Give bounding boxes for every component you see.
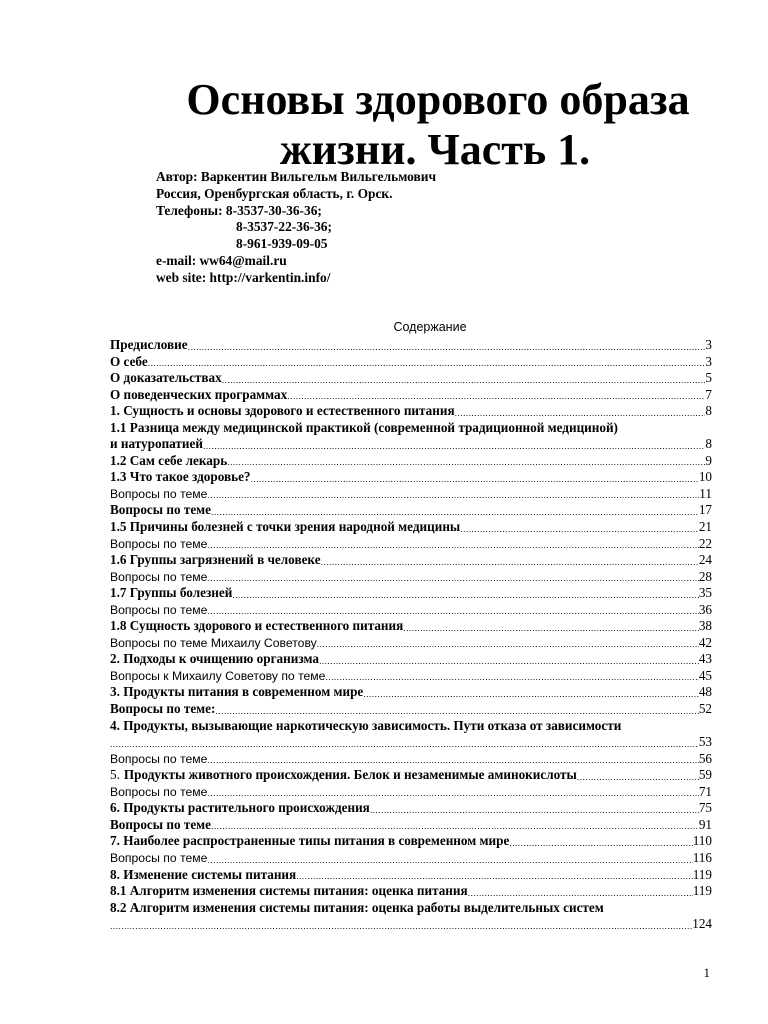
author-block (156, 169, 436, 287)
toc-entry-page: 42 (698, 634, 712, 650)
leader-dots (227, 455, 705, 469)
leader-dots (110, 737, 699, 751)
leader-dots (455, 406, 706, 420)
toc-entry-label: 1.3 Что такое здоровье? (110, 469, 251, 485)
toc-entry-label: Вопросы по теме Михаилу Советову (110, 635, 317, 650)
toc-entry-number: 5. (110, 767, 120, 783)
leader-dots (577, 770, 699, 784)
toc-entry-label: 1.6 Группы загрязнений в человеке (110, 552, 321, 568)
author-website: web site: http://varkentin.info/ (156, 269, 331, 285)
toc-entry-label: 1.5 Причины болезней с точки зрения народной медицины (110, 519, 461, 535)
toc-entry-page: 3 (705, 337, 712, 352)
toc-entry-label-continued: и натуропатией (110, 436, 203, 452)
toc-entry[interactable] (110, 387, 712, 404)
toc-entry-page: 124 (692, 916, 712, 932)
toc-entry-page: 36 (698, 601, 712, 617)
toc-entry[interactable] (110, 784, 712, 801)
toc-entry-page: 110 (692, 833, 712, 849)
toc-entry-page: 45 (698, 667, 712, 683)
leader-dots (460, 522, 699, 536)
toc-entry-page: 22 (698, 535, 712, 551)
leader-dots (211, 505, 699, 519)
toc-entry-page: 38 (698, 618, 712, 634)
leader-dots (207, 571, 698, 585)
toc-entry-label: 6. Продукты растительного происхождения (110, 800, 370, 816)
toc-entry[interactable] (110, 883, 712, 900)
leader-dots (207, 753, 698, 767)
leader-dots (321, 555, 699, 569)
toc-entry-label: 1.7 Группы болезней (110, 585, 233, 601)
toc-entry-label: 1.2 Сам себе лекарь (110, 452, 228, 468)
toc-entry-page: 24 (698, 552, 712, 568)
leader-dots (110, 919, 692, 933)
toc-entry-page: 5 (705, 370, 712, 386)
author-name: Автор: Варкентин Вильгельм Вильгельмович (156, 169, 437, 184)
toc-entry-first-line[interactable] (110, 718, 712, 735)
leader-dots (403, 621, 699, 635)
toc-entry-label: Вопросы по теме (110, 536, 208, 551)
leader-dots (232, 588, 698, 602)
title-line-2: жизни. Часть 1. (279, 125, 591, 174)
toc-entry-label: 1.1 Разница между медицинской практикой (современной традиционной медициной) (110, 419, 618, 435)
toc-entry[interactable] (110, 817, 712, 834)
author-location: Россия, Оренбургская область, г. Орск. (156, 185, 393, 201)
leader-dots (370, 803, 699, 817)
toc-entry-label: Предисловие (110, 337, 188, 352)
toc-entry[interactable] (110, 502, 712, 519)
toc-entry-label: О поведенческих программах (110, 386, 288, 402)
toc-entry-label: О доказательствах (110, 370, 222, 386)
toc-entry-label: Вопросы по теме: (110, 701, 216, 717)
leader-dots (207, 538, 698, 552)
leader-dots (207, 853, 692, 867)
toc-entry-first-line[interactable] (110, 420, 712, 437)
toc-entry[interactable] (110, 602, 712, 619)
toc-entry[interactable] (110, 585, 712, 602)
toc-entry-page: 10 (698, 469, 712, 485)
toc-entry[interactable] (110, 668, 712, 685)
leader-dots (215, 704, 698, 718)
toc-entry-page: 28 (698, 568, 712, 584)
toc-entry[interactable] (110, 701, 712, 718)
toc-entry-page: 116 (692, 849, 712, 865)
toc-entry[interactable] (110, 536, 712, 553)
toc-entry[interactable] (110, 833, 712, 850)
toc-entry-page: 53 (698, 734, 712, 750)
author-phone-2: 8-3537-22-36-36; (236, 219, 332, 235)
toc-entry-label: 2. Подходы к очищению организма (110, 651, 319, 667)
toc-entry[interactable] (110, 403, 712, 420)
toc-entry[interactable] (110, 651, 712, 668)
toc-entry-label: Вопросы по теме (110, 486, 208, 501)
toc-entry[interactable] (110, 552, 712, 569)
toc-entry[interactable] (110, 635, 712, 652)
toc-entry-label: 8. Изменение системы питания (110, 866, 297, 882)
toc-entry-first-line[interactable] (110, 900, 712, 917)
toc-entry-page: 11 (699, 485, 712, 501)
toc-entry-label: Вопросы по теме (110, 602, 208, 617)
toc-entry[interactable] (110, 850, 712, 867)
toc-entry-page: 35 (698, 585, 712, 601)
toc-entry[interactable] (110, 486, 712, 503)
toc-entry-page: 7 (705, 386, 712, 402)
toc-entry-label: Вопросы по теме (110, 751, 208, 766)
toc-entry-label: О себе (110, 353, 148, 369)
toc-heading: Содержание (393, 320, 467, 334)
toc-entry-label: 4. Продукты, вызывающие наркотическую зависимость. Пути отказа от зависимости (110, 717, 622, 733)
leader-dots (363, 687, 699, 701)
toc-entry-label: 8.2 Алгоритм изменения системы питания: оценка работы выделительных систем (110, 899, 604, 915)
toc-entry-page: 9 (705, 452, 712, 468)
leader-dots (317, 637, 699, 651)
toc-entry-label: Продукты животного происхождения. Белок и незаменимые аминокислоты (123, 767, 577, 783)
toc-entry-page: 56 (698, 750, 712, 766)
page-number: 1 (703, 965, 710, 980)
toc-entry-page: 59 (698, 767, 712, 783)
leader-dots (207, 488, 699, 502)
toc-entry-label: 7. Наиболее распространенные типы питания в современном мире (110, 833, 510, 849)
leader-dots (325, 670, 698, 684)
leader-dots (188, 340, 706, 354)
toc-entry-page: 3 (705, 353, 712, 369)
author-phone-1: Телефоны: 8-3537-30-36-36; (156, 202, 322, 218)
leader-dots (296, 869, 693, 883)
author-email: e-mail: ww64@mail.ru (156, 252, 287, 268)
toc-entry[interactable] (110, 684, 712, 701)
toc-entry-page: 91 (698, 816, 712, 832)
toc-entry-label: 8.1 Алгоритм изменения системы питания: оценка питания (110, 883, 468, 899)
toc-entry[interactable] (110, 916, 712, 933)
toc-entry-page: 71 (698, 783, 712, 799)
leader-dots (287, 389, 705, 403)
toc-entry-page: 119 (692, 883, 712, 899)
toc-entry-label: Вопросы к Михаилу Советову по теме (110, 668, 326, 683)
toc-entry-label: 3. Продукты питания в современном мире (110, 684, 364, 700)
toc-entry[interactable] (110, 337, 712, 354)
toc-entry-page: 48 (698, 684, 712, 700)
toc-entry-page: 75 (698, 800, 712, 816)
toc-entry-label: Вопросы по теме (110, 784, 208, 799)
leader-dots (319, 654, 699, 668)
leader-dots (211, 819, 699, 833)
toc-entry[interactable] (110, 867, 712, 884)
toc-entry[interactable] (110, 519, 712, 536)
author-phone-3: 8-961-939-09-05 (236, 236, 328, 252)
toc-entry-label: 1. Сущность и основы здорового и естественного питания (110, 403, 455, 419)
toc-entry-page: 8 (705, 403, 712, 419)
toc-entry[interactable] (110, 354, 712, 371)
toc-entry[interactable] (110, 569, 712, 586)
toc-entry-page: 43 (698, 651, 712, 667)
leader-dots (251, 472, 699, 486)
toc-entry-label: 1.8 Сущность здорового и естественного питания (110, 618, 404, 634)
toc-entry[interactable] (110, 734, 712, 751)
toc-entry-label: Вопросы по теме (110, 502, 212, 518)
toc-entry-label: Вопросы по теме (110, 569, 208, 584)
toc-entry[interactable] (110, 751, 712, 768)
toc-entry[interactable] (110, 618, 712, 635)
toc-entry[interactable] (110, 800, 712, 817)
toc-entry-page: 52 (698, 701, 712, 717)
toc-entry-label: Вопросы по теме (110, 816, 212, 832)
toc-entry-label: Вопросы по теме (110, 850, 208, 865)
toc-entry[interactable] (110, 469, 712, 486)
title-line-1: Основы здорового образа (186, 75, 690, 124)
toc-entry[interactable] (110, 767, 712, 784)
toc-entry-page: 21 (698, 519, 712, 535)
leader-dots (509, 836, 692, 850)
leader-dots (468, 886, 693, 900)
toc-entry-page: 119 (692, 866, 712, 882)
toc-entry[interactable] (110, 370, 712, 387)
leader-dots (207, 786, 698, 800)
leader-dots (148, 356, 706, 370)
leader-dots (222, 373, 706, 387)
toc-entry[interactable] (110, 453, 712, 470)
toc-entry-page: 8 (705, 436, 712, 452)
toc-entry-page: 17 (698, 502, 712, 518)
leader-dots (203, 439, 705, 453)
table-of-contents (110, 337, 712, 933)
toc-entry[interactable] (110, 436, 712, 453)
leader-dots (207, 604, 698, 618)
